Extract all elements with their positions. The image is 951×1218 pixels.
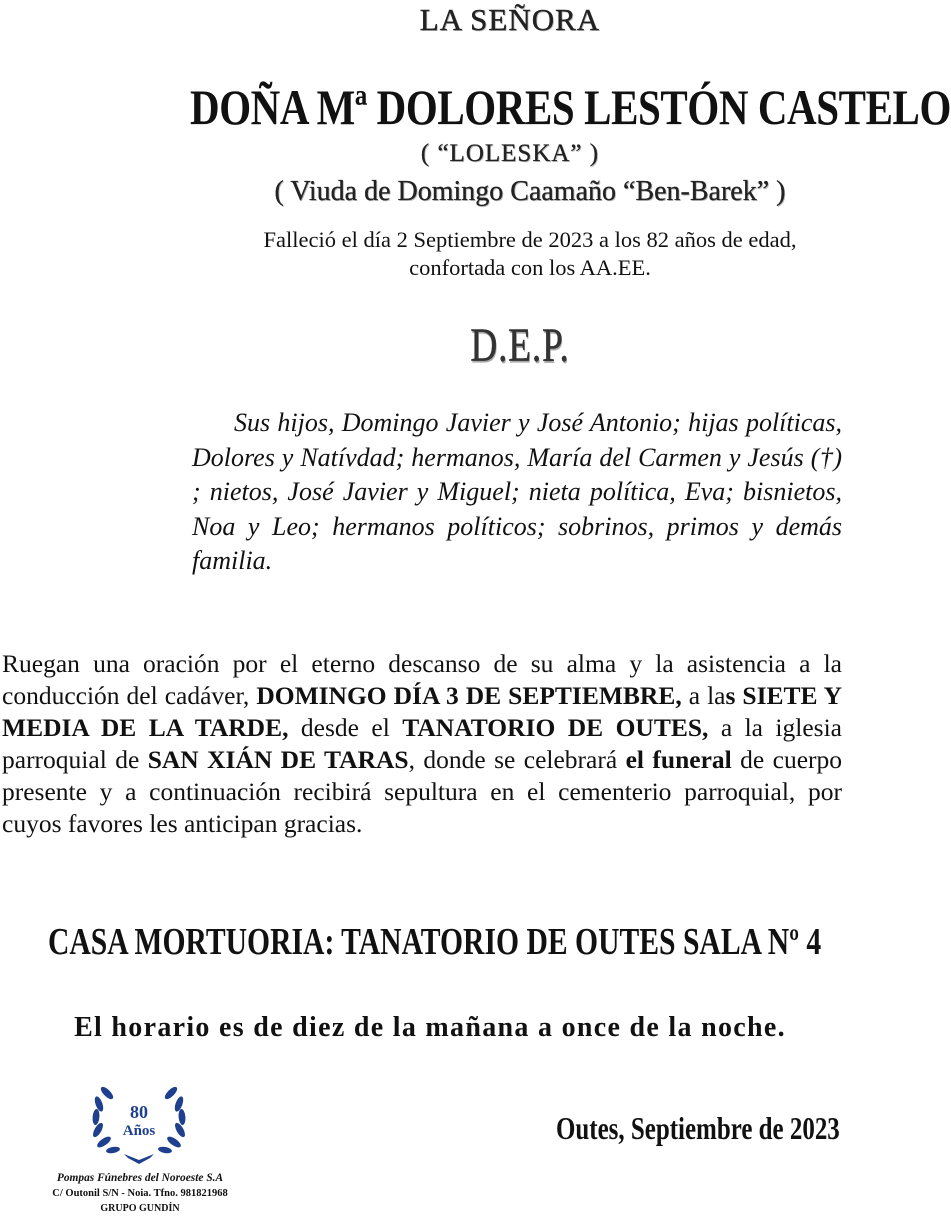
request-funeral: el funeral xyxy=(625,745,732,774)
heading-la-senora: LA SEÑORA xyxy=(419,2,601,37)
request-text: de cuerpo presente y a continuación recibirá sepultura en el cementerio parroquial, por cuyos favores les anticipan gracias. xyxy=(2,745,842,838)
place-and-date: Outes, Septiembre de 2023 xyxy=(556,1110,840,1146)
company-group: GRUPO GUNDÍN xyxy=(100,1203,180,1214)
request-time: s SIETE Y MEDIA DE LA TARDE, xyxy=(2,681,842,742)
death-line-1: Falleció el día 2 Septiembre de 2023 a los 82 años de edad, xyxy=(263,227,797,252)
nickname: ( “LOLESKA” ) xyxy=(420,140,600,167)
death-line-2: confortada con los AA.EE. xyxy=(409,255,651,280)
laurel-wreath-icon xyxy=(84,1080,194,1165)
widow-of: ( Viuda de Domingo Caamaño “Ben-Barek” ) xyxy=(274,176,786,207)
request-paragraph xyxy=(2,648,842,840)
request-church: SAN XIÁN DE TARAS xyxy=(147,745,409,774)
request-date: DOMINGO DÍA 3 DE SEPTIEMBRE, xyxy=(256,681,682,710)
logo-word: Años xyxy=(122,1123,156,1139)
deceased-name: DOÑA Mª DOLORES LESTÓN CASTELO xyxy=(190,79,951,135)
request-text: a la xyxy=(681,681,726,710)
visiting-hours: El horario es de diez de la mañana a once de la noche. xyxy=(74,1012,786,1043)
request-text: a la iglesia parroquial de xyxy=(2,713,842,774)
request-text: , donde se celebrará xyxy=(408,745,626,774)
company-logo xyxy=(84,1080,194,1165)
request-text: Ruegan una oración por el eterno descanso de su alma y la asistencia a la conducción del cadáver, xyxy=(2,649,842,710)
family-paragraph: Sus hijos, Domingo Javier y José Antonio; hijas políticas, Dolores y Natívdad; hermanos, María del Carmen y Jesús (†) ; nietos, José Javier y Miguel; nieta política, Eva; bisnietos, Noa y Leo; hermanos políticos; sobrinos, primos y demás familia. xyxy=(192,408,842,575)
death-notice xyxy=(200,226,860,282)
logo-number: 80 xyxy=(130,1102,148,1122)
dep-heading: D.E.P. xyxy=(470,319,570,372)
funeral-home-line: CASA MORTUORIA: TANATORIO DE OUTES SALA Nº 4 xyxy=(48,921,822,963)
request-text: desde el xyxy=(288,713,403,742)
company-name: Pompas Fúnebres del Noroeste S.A xyxy=(56,1170,224,1184)
request-origin: TANATORIO DE OUTES, xyxy=(402,713,709,742)
company-address: C/ Outonil S/N - Noia. Tfno. 981821968 xyxy=(52,1188,228,1199)
